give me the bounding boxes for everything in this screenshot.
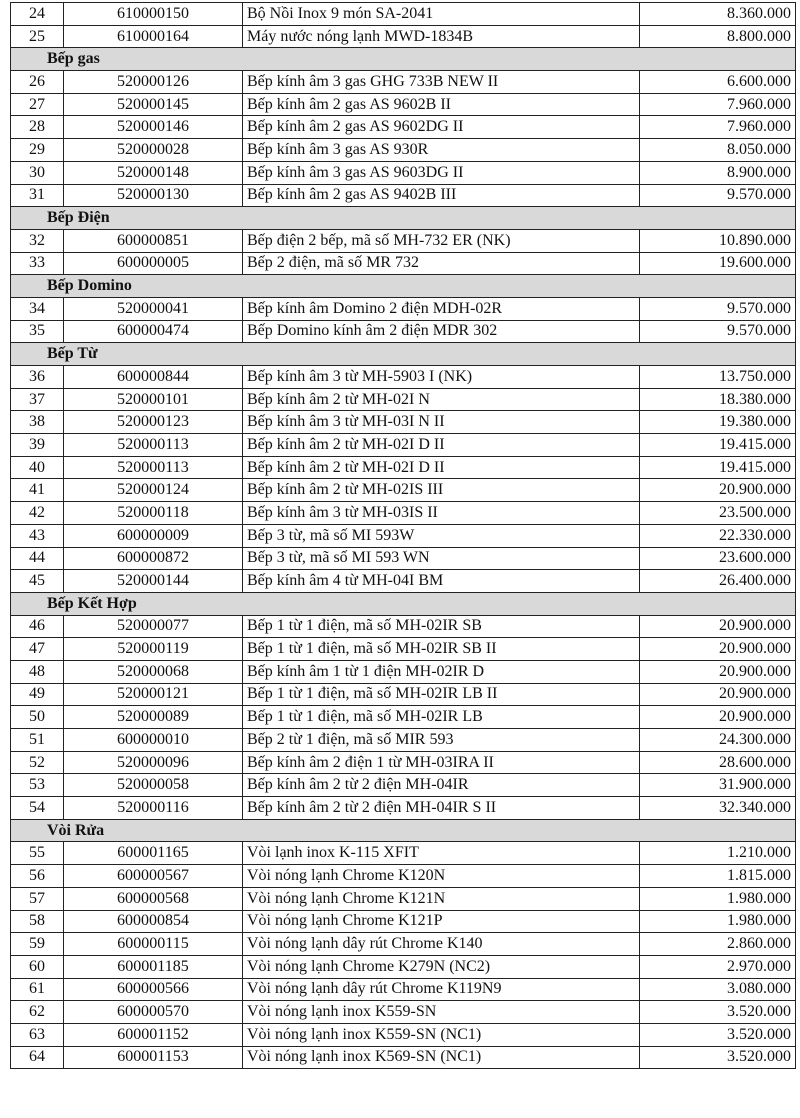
product-name: Bếp kính âm 2 từ MH-02I D II [243, 434, 640, 457]
product-price: 24.300.000 [640, 729, 796, 752]
row-number: 52 [11, 751, 64, 774]
product-name: Bếp kính âm 3 gas AS 9603DG II [243, 161, 640, 184]
product-code: 520000121 [64, 683, 243, 706]
product-name: Bếp 2 điện, mã số MR 732 [243, 252, 640, 275]
product-price: 20.900.000 [640, 638, 796, 661]
row-number: 59 [11, 933, 64, 956]
product-code: 520000119 [64, 638, 243, 661]
row-number: 56 [11, 865, 64, 888]
table-row [11, 252, 796, 275]
product-price: 9.570.000 [640, 320, 796, 343]
table-row [11, 1001, 796, 1024]
row-number: 40 [11, 456, 64, 479]
product-code: 600001152 [64, 1023, 243, 1046]
table-row [11, 434, 796, 457]
product-code: 520000096 [64, 751, 243, 774]
table-row [11, 116, 796, 139]
product-name: Máy nước nóng lạnh MWD-1834B [243, 25, 640, 48]
product-price: 1.210.000 [640, 842, 796, 865]
product-code: 520000124 [64, 479, 243, 502]
product-code: 600000009 [64, 524, 243, 547]
row-number: 63 [11, 1023, 64, 1046]
table-row [11, 71, 796, 94]
row-number: 33 [11, 252, 64, 275]
product-price: 20.900.000 [640, 683, 796, 706]
row-number: 62 [11, 1001, 64, 1024]
table-row [11, 297, 796, 320]
row-number: 61 [11, 978, 64, 1001]
product-name: Bếp kính âm Domino 2 điện MDH-02R [243, 297, 640, 320]
row-number: 55 [11, 842, 64, 865]
product-name: Bếp 3 từ, mã số MI 593 WN [243, 547, 640, 570]
section-title: Bếp gas [11, 48, 796, 71]
product-price: 9.570.000 [640, 184, 796, 207]
product-price: 7.960.000 [640, 93, 796, 116]
product-price: 8.800.000 [640, 25, 796, 48]
table-row [11, 139, 796, 162]
product-price: 32.340.000 [640, 797, 796, 820]
table-row [11, 366, 796, 389]
table-row [11, 524, 796, 547]
product-code: 600000851 [64, 229, 243, 252]
product-code: 520000041 [64, 297, 243, 320]
product-price: 8.050.000 [640, 139, 796, 162]
row-number: 38 [11, 411, 64, 434]
product-name: Vòi nóng lạnh inox K569-SN (NC1) [243, 1046, 640, 1069]
product-price: 3.520.000 [640, 1046, 796, 1069]
product-price: 7.960.000 [640, 116, 796, 139]
product-name: Vòi nóng lạnh dây rút Chrome K119N9 [243, 978, 640, 1001]
product-name: Bếp kính âm 4 từ MH-04I BM [243, 570, 640, 593]
product-price: 13.750.000 [640, 366, 796, 389]
table-row [11, 320, 796, 343]
product-price: 20.900.000 [640, 479, 796, 502]
table-row [11, 955, 796, 978]
table-row [11, 638, 796, 661]
table-row [11, 706, 796, 729]
product-code: 520000148 [64, 161, 243, 184]
product-name: Vòi nóng lạnh dây rút Chrome K140 [243, 933, 640, 956]
row-number: 39 [11, 434, 64, 457]
table-row [11, 161, 796, 184]
section-title: Vòi Rửa [11, 819, 796, 842]
product-code: 600001185 [64, 955, 243, 978]
product-name: Bếp kính âm 3 gas GHG 733B NEW II [243, 71, 640, 94]
product-price: 19.415.000 [640, 434, 796, 457]
product-code: 600001165 [64, 842, 243, 865]
row-number: 44 [11, 547, 64, 570]
product-name: Bếp kính âm 1 từ 1 điện MH-02IR D [243, 660, 640, 683]
product-price: 2.860.000 [640, 933, 796, 956]
product-name: Bếp 1 từ 1 điện, mã số MH-02IR LB II [243, 683, 640, 706]
table-row [11, 547, 796, 570]
product-code: 520000130 [64, 184, 243, 207]
product-name: Bếp kính âm 2 gas AS 9402B III [243, 184, 640, 207]
product-price: 20.900.000 [640, 615, 796, 638]
row-number: 64 [11, 1046, 64, 1069]
table-row [11, 388, 796, 411]
section-header-row [11, 207, 796, 230]
product-name: Bếp 1 từ 1 điện, mã số MH-02IR SB [243, 615, 640, 638]
product-code: 520000028 [64, 139, 243, 162]
product-code: 600000005 [64, 252, 243, 275]
product-name: Bếp điện 2 bếp, mã số MH-732 ER (NK) [243, 229, 640, 252]
product-price: 22.330.000 [640, 524, 796, 547]
product-name: Vòi nóng lạnh Chrome K121P [243, 910, 640, 933]
product-price: 28.600.000 [640, 751, 796, 774]
product-price: 2.970.000 [640, 955, 796, 978]
product-code: 610000164 [64, 25, 243, 48]
row-number: 42 [11, 502, 64, 525]
table-row [11, 184, 796, 207]
product-price: 19.600.000 [640, 252, 796, 275]
product-code: 520000144 [64, 570, 243, 593]
row-number: 24 [11, 3, 64, 26]
product-name: Bếp kính âm 2 từ 2 điện MH-04IR [243, 774, 640, 797]
product-code: 600000854 [64, 910, 243, 933]
product-code: 600000010 [64, 729, 243, 752]
row-number: 41 [11, 479, 64, 502]
product-price: 23.600.000 [640, 547, 796, 570]
row-number: 58 [11, 910, 64, 933]
product-price: 8.360.000 [640, 3, 796, 26]
row-number: 50 [11, 706, 64, 729]
row-number: 51 [11, 729, 64, 752]
row-number: 30 [11, 161, 64, 184]
table-row [11, 93, 796, 116]
row-number: 53 [11, 774, 64, 797]
product-price: 1.980.000 [640, 910, 796, 933]
product-code: 520000118 [64, 502, 243, 525]
table-row [11, 660, 796, 683]
product-code: 520000113 [64, 434, 243, 457]
table-row [11, 751, 796, 774]
product-name: Vòi nóng lạnh Chrome K121N [243, 887, 640, 910]
row-number: 60 [11, 955, 64, 978]
section-header-row [11, 275, 796, 298]
product-code: 520000116 [64, 797, 243, 820]
table-row [11, 729, 796, 752]
product-name: Vòi nóng lạnh inox K559-SN [243, 1001, 640, 1024]
row-number: 28 [11, 116, 64, 139]
section-title: Bếp Từ [11, 343, 796, 366]
table-row [11, 865, 796, 888]
product-name: Bộ Nồi Inox 9 món SA-2041 [243, 3, 640, 26]
table-row [11, 479, 796, 502]
product-name: Bếp 2 từ 1 điện, mã số MIR 593 [243, 729, 640, 752]
product-code: 520000146 [64, 116, 243, 139]
product-name: Bếp kính âm 2 từ MH-02I N [243, 388, 640, 411]
product-name: Bếp kính âm 3 từ MH-03IS II [243, 502, 640, 525]
table-row [11, 456, 796, 479]
row-number: 27 [11, 93, 64, 116]
row-number: 35 [11, 320, 64, 343]
product-price: 6.600.000 [640, 71, 796, 94]
row-number: 45 [11, 570, 64, 593]
row-number: 26 [11, 71, 64, 94]
table-row [11, 887, 796, 910]
row-number: 36 [11, 366, 64, 389]
product-price: 1.980.000 [640, 887, 796, 910]
product-name: Bếp kính âm 3 gas AS 930R [243, 139, 640, 162]
product-code: 520000068 [64, 660, 243, 683]
product-price: 19.415.000 [640, 456, 796, 479]
product-name: Vòi nóng lạnh Chrome K279N (NC2) [243, 955, 640, 978]
product-price: 20.900.000 [640, 706, 796, 729]
product-code: 520000101 [64, 388, 243, 411]
product-price: 10.890.000 [640, 229, 796, 252]
table-row [11, 411, 796, 434]
product-code: 600000115 [64, 933, 243, 956]
section-title: Bếp Kết Hợp [11, 592, 796, 615]
table-row [11, 933, 796, 956]
table-row [11, 1046, 796, 1069]
row-number: 31 [11, 184, 64, 207]
product-name: Bếp kính âm 2 điện 1 từ MH-03IRA II [243, 751, 640, 774]
product-code: 600000566 [64, 978, 243, 1001]
section-header-row [11, 592, 796, 615]
row-number: 57 [11, 887, 64, 910]
product-name: Bếp 1 từ 1 điện, mã số MH-02IR SB II [243, 638, 640, 661]
table-row [11, 797, 796, 820]
price-list-body [11, 3, 796, 1069]
row-number: 32 [11, 229, 64, 252]
product-code: 520000077 [64, 615, 243, 638]
product-name: Bếp kính âm 2 gas AS 9602B II [243, 93, 640, 116]
table-row [11, 1023, 796, 1046]
product-code: 520000126 [64, 71, 243, 94]
product-name: Bếp kính âm 2 từ 2 điện MH-04IR S II [243, 797, 640, 820]
table-row [11, 3, 796, 26]
table-row [11, 910, 796, 933]
product-price: 23.500.000 [640, 502, 796, 525]
product-name: Bếp 1 từ 1 điện, mã số MH-02IR LB [243, 706, 640, 729]
table-row [11, 615, 796, 638]
product-price: 18.380.000 [640, 388, 796, 411]
row-number: 43 [11, 524, 64, 547]
product-code: 520000123 [64, 411, 243, 434]
row-number: 25 [11, 25, 64, 48]
product-code: 600000568 [64, 887, 243, 910]
product-name: Bếp Domino kính âm 2 điện MDR 302 [243, 320, 640, 343]
product-code: 600001153 [64, 1046, 243, 1069]
product-price: 31.900.000 [640, 774, 796, 797]
product-price: 19.380.000 [640, 411, 796, 434]
product-name: Bếp kính âm 3 từ MH-5903 I (NK) [243, 366, 640, 389]
section-header-row [11, 343, 796, 366]
table-row [11, 978, 796, 1001]
section-title: Bếp Điện [11, 207, 796, 230]
product-code: 600000474 [64, 320, 243, 343]
table-row [11, 683, 796, 706]
row-number: 49 [11, 683, 64, 706]
product-code: 520000089 [64, 706, 243, 729]
product-code: 520000113 [64, 456, 243, 479]
product-name: Vòi nóng lạnh inox K559-SN (NC1) [243, 1023, 640, 1046]
row-number: 47 [11, 638, 64, 661]
product-code: 520000145 [64, 93, 243, 116]
table-row [11, 25, 796, 48]
row-number: 48 [11, 660, 64, 683]
product-name: Bếp kính âm 2 từ MH-02IS III [243, 479, 640, 502]
section-title: Bếp Domino [11, 275, 796, 298]
product-name: Vòi lạnh inox K-115 XFIT [243, 842, 640, 865]
product-code: 520000058 [64, 774, 243, 797]
product-price: 3.520.000 [640, 1001, 796, 1024]
product-price: 3.080.000 [640, 978, 796, 1001]
table-row [11, 842, 796, 865]
row-number: 37 [11, 388, 64, 411]
product-code: 600000844 [64, 366, 243, 389]
product-name: Bếp kính âm 2 từ MH-02I D II [243, 456, 640, 479]
row-number: 46 [11, 615, 64, 638]
row-number: 34 [11, 297, 64, 320]
product-price: 8.900.000 [640, 161, 796, 184]
product-name: Bếp kính âm 2 gas AS 9602DG II [243, 116, 640, 139]
product-price: 3.520.000 [640, 1023, 796, 1046]
product-name: Bếp kính âm 3 từ MH-03I N II [243, 411, 640, 434]
table-row [11, 502, 796, 525]
product-price: 9.570.000 [640, 297, 796, 320]
product-name: Bếp 3 từ, mã số MI 593W [243, 524, 640, 547]
product-code: 600000567 [64, 865, 243, 888]
product-code: 600000570 [64, 1001, 243, 1024]
table-row [11, 570, 796, 593]
table-row [11, 774, 796, 797]
product-name: Vòi nóng lạnh Chrome K120N [243, 865, 640, 888]
table-row [11, 229, 796, 252]
product-price: 26.400.000 [640, 570, 796, 593]
row-number: 54 [11, 797, 64, 820]
section-header-row [11, 819, 796, 842]
row-number: 29 [11, 139, 64, 162]
product-code: 600000872 [64, 547, 243, 570]
product-code: 610000150 [64, 3, 243, 26]
product-price: 1.815.000 [640, 865, 796, 888]
product-price: 20.900.000 [640, 660, 796, 683]
price-list-table [10, 2, 796, 1069]
section-header-row [11, 48, 796, 71]
